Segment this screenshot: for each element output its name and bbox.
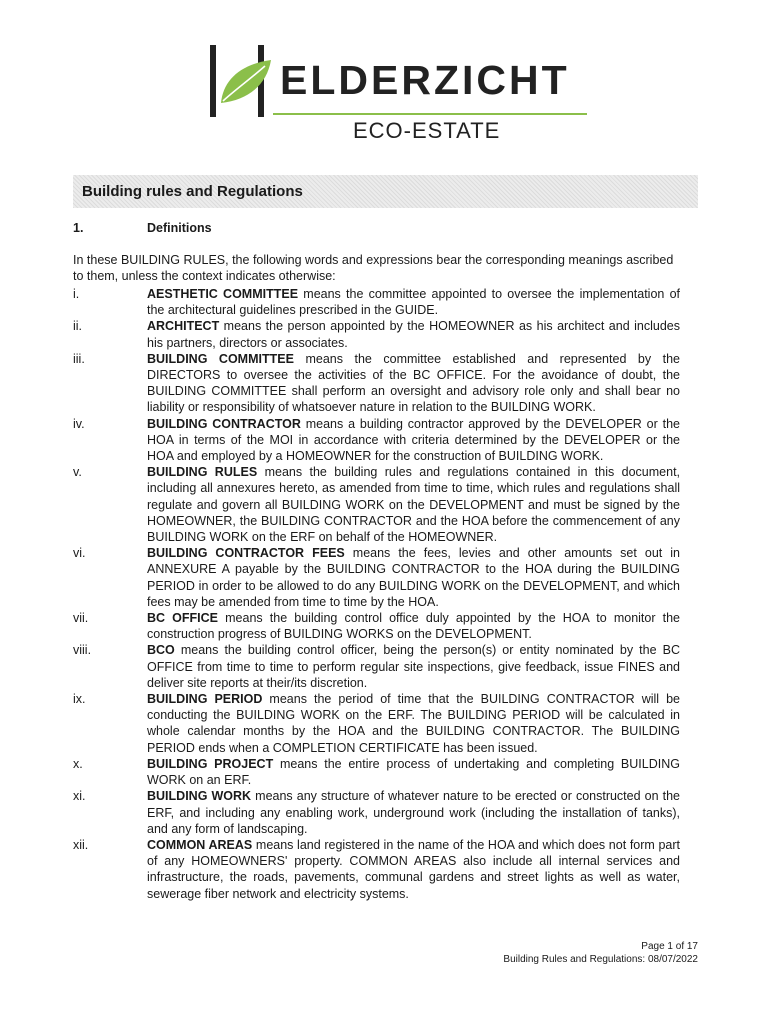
definition-term: ARCHITECT [147,319,220,334]
definition-text: means the fees, levies and other amounts set out in ANNEXURE A payable by the BUILDING CONTRACTOR to the HOA during the BUILDING PERIOD in order to be allowed to do any BUILDING WORK on the DEVELOPMENT, and which fees may be amended from time to time by the HOA. [147,546,680,609]
definition-item [73,691,680,756]
definition-term: BC OFFICE [147,611,219,626]
definition-item [73,416,680,465]
definition-body [147,545,680,610]
definition-term: BUILDING CONTRACTOR [147,416,301,431]
definition-item [73,756,680,788]
definition-number: xii. [73,837,89,852]
logo-divider [273,113,587,115]
definition-item [73,464,680,545]
page-number: Page 1 of 17 [641,941,698,952]
definition-term: COMMON AREAS [147,837,253,852]
definition-body [147,464,680,545]
definition-number: ix. [73,692,86,707]
page-title: Building rules and Regulations [82,183,303,200]
definition-text: means the committee appointed to oversee the implementation of the architectural guidelines prescribed in the GUIDE. [147,287,680,318]
definition-item [73,318,680,350]
definition-item [73,351,680,416]
definition-text: means the period of time that the BUILDING CONTRACTOR will be conducting the BUILDING WORK on the ERF. The BUILDING PERIOD will be calculated in whole calendar months by the HOA and the BUILDING CONTRACTOR. The BUILDING PERIOD ends when a COMPLETION CERTIFICATE has been issued. [147,692,680,755]
definition-body [147,318,680,350]
definition-text: means any structure of whatever nature to be erected or constructed on the ERF, and including any enabling work, underground work (including the installation of tanks), and any form of landscaping. [147,789,680,836]
section-number: 1. [73,221,84,235]
footer-doc-title: Building Rules and Regulations: 08/07/2022 [503,953,698,965]
definition-body [147,837,680,902]
page-footer [503,941,698,966]
definition-term: BCO [147,643,175,658]
definition-number: vi. [73,546,86,561]
definition-item [73,610,680,642]
definition-term: BUILDING COMMITTEE [147,351,294,366]
elderzicht-logo [205,40,595,150]
definition-item [73,545,680,610]
definition-number: xi. [73,789,86,804]
definition-body [147,610,680,642]
definition-body [147,416,680,465]
definition-number: viii. [73,643,92,658]
definition-term: BUILDING RULES [147,465,258,480]
definition-text: means the building control officer, being the person(s) or entity nominated by the BC OFFICE from time to time to perform regular site inspections, give feedback, issue FINES and deliver site reports at their/its discretion. [147,643,680,690]
definition-text: means a building contractor approved by the DEVELOPER or the HOA in terms of the MOI in accordance with criteria determined by the DEVELOPER or the HOA and employed by a HOMEOWNER for the construction of BUILDING WORK. [147,416,680,464]
definition-term: BUILDING CONTRACTOR FEES [147,546,345,561]
definition-body [147,351,680,416]
definition-number: iv. [73,416,85,431]
intro-paragraph: In these BUILDING RULES, the following words and expressions bear the corresponding meanings ascribed to them, unless the context indicates otherwise: [73,253,674,284]
definition-number: x. [73,756,83,771]
definition-body [147,691,680,756]
definition-number: vii. [73,611,89,626]
definition-term: BUILDING PROJECT [147,756,274,771]
definition-item [73,642,680,691]
definition-body [147,286,680,318]
definition-body [147,642,680,691]
definition-number: ii. [73,319,83,334]
title-banner [73,175,698,208]
definition-item [73,286,680,318]
definition-item [73,788,680,837]
definition-number: v. [73,465,82,480]
definition-text: means the committee established and represented by the DIRECTORS to oversee the activities of the BC OFFICE. For the avoidance of doubt, the BUILDING COMMITTEE shall perform an oversight and advisory role only and shall bear no liability or responsibility of whatsoever nature in relation to the BUILDING WORK. [147,351,681,415]
definition-number: i. [73,287,80,301]
section-title: Definitions [147,221,212,235]
logo-subtitle: ECO-ESTATE [353,118,501,143]
definition-term: BUILDING WORK [147,789,252,804]
definition-text: means land registered in the name of the HOA and which does not form part of any HOMEOWNERS' property. COMMON AREAS also include all internal services and infrastructure, the roads, pavements, communal gardens and street lights as well as water, sewerage fiber network and electricity systems. [147,837,680,901]
definition-item [73,837,680,902]
definition-number: iii. [73,351,85,366]
definition-term: AESTHETIC COMMITTEE [147,287,299,301]
definition-text: means the building rules and regulations contained in this document, including all annexures hereto, as amended from time to time, which rules and regulations shall regulate and govern all BUILDING WORK on the DEVELOPMENT and must be signed by the HOMEOWNER, the BUILDING CONTRACTOR and the HOA before the commencement of any BUILDING WORK on the ERF on behalf of the HOMEOWNER. [147,465,681,545]
logo-wordmark: ELDERZICHT [280,57,570,103]
definitions-list [73,286,680,902]
definition-text: means the person appointed by the HOMEOWNER as his architect and includes his partners, directors or associates. [147,319,680,350]
definition-term: BUILDING PERIOD [147,692,263,707]
definition-body [147,788,680,837]
definition-body [147,756,680,788]
definition-text: means the entire process of undertaking and completing BUILDING WORK on an ERF. [147,756,680,788]
definition-text: means the building control office duly appointed by the HOA to monitor the construction progress of BUILDING WORKS on the DEVELOPMENT. [147,611,681,642]
